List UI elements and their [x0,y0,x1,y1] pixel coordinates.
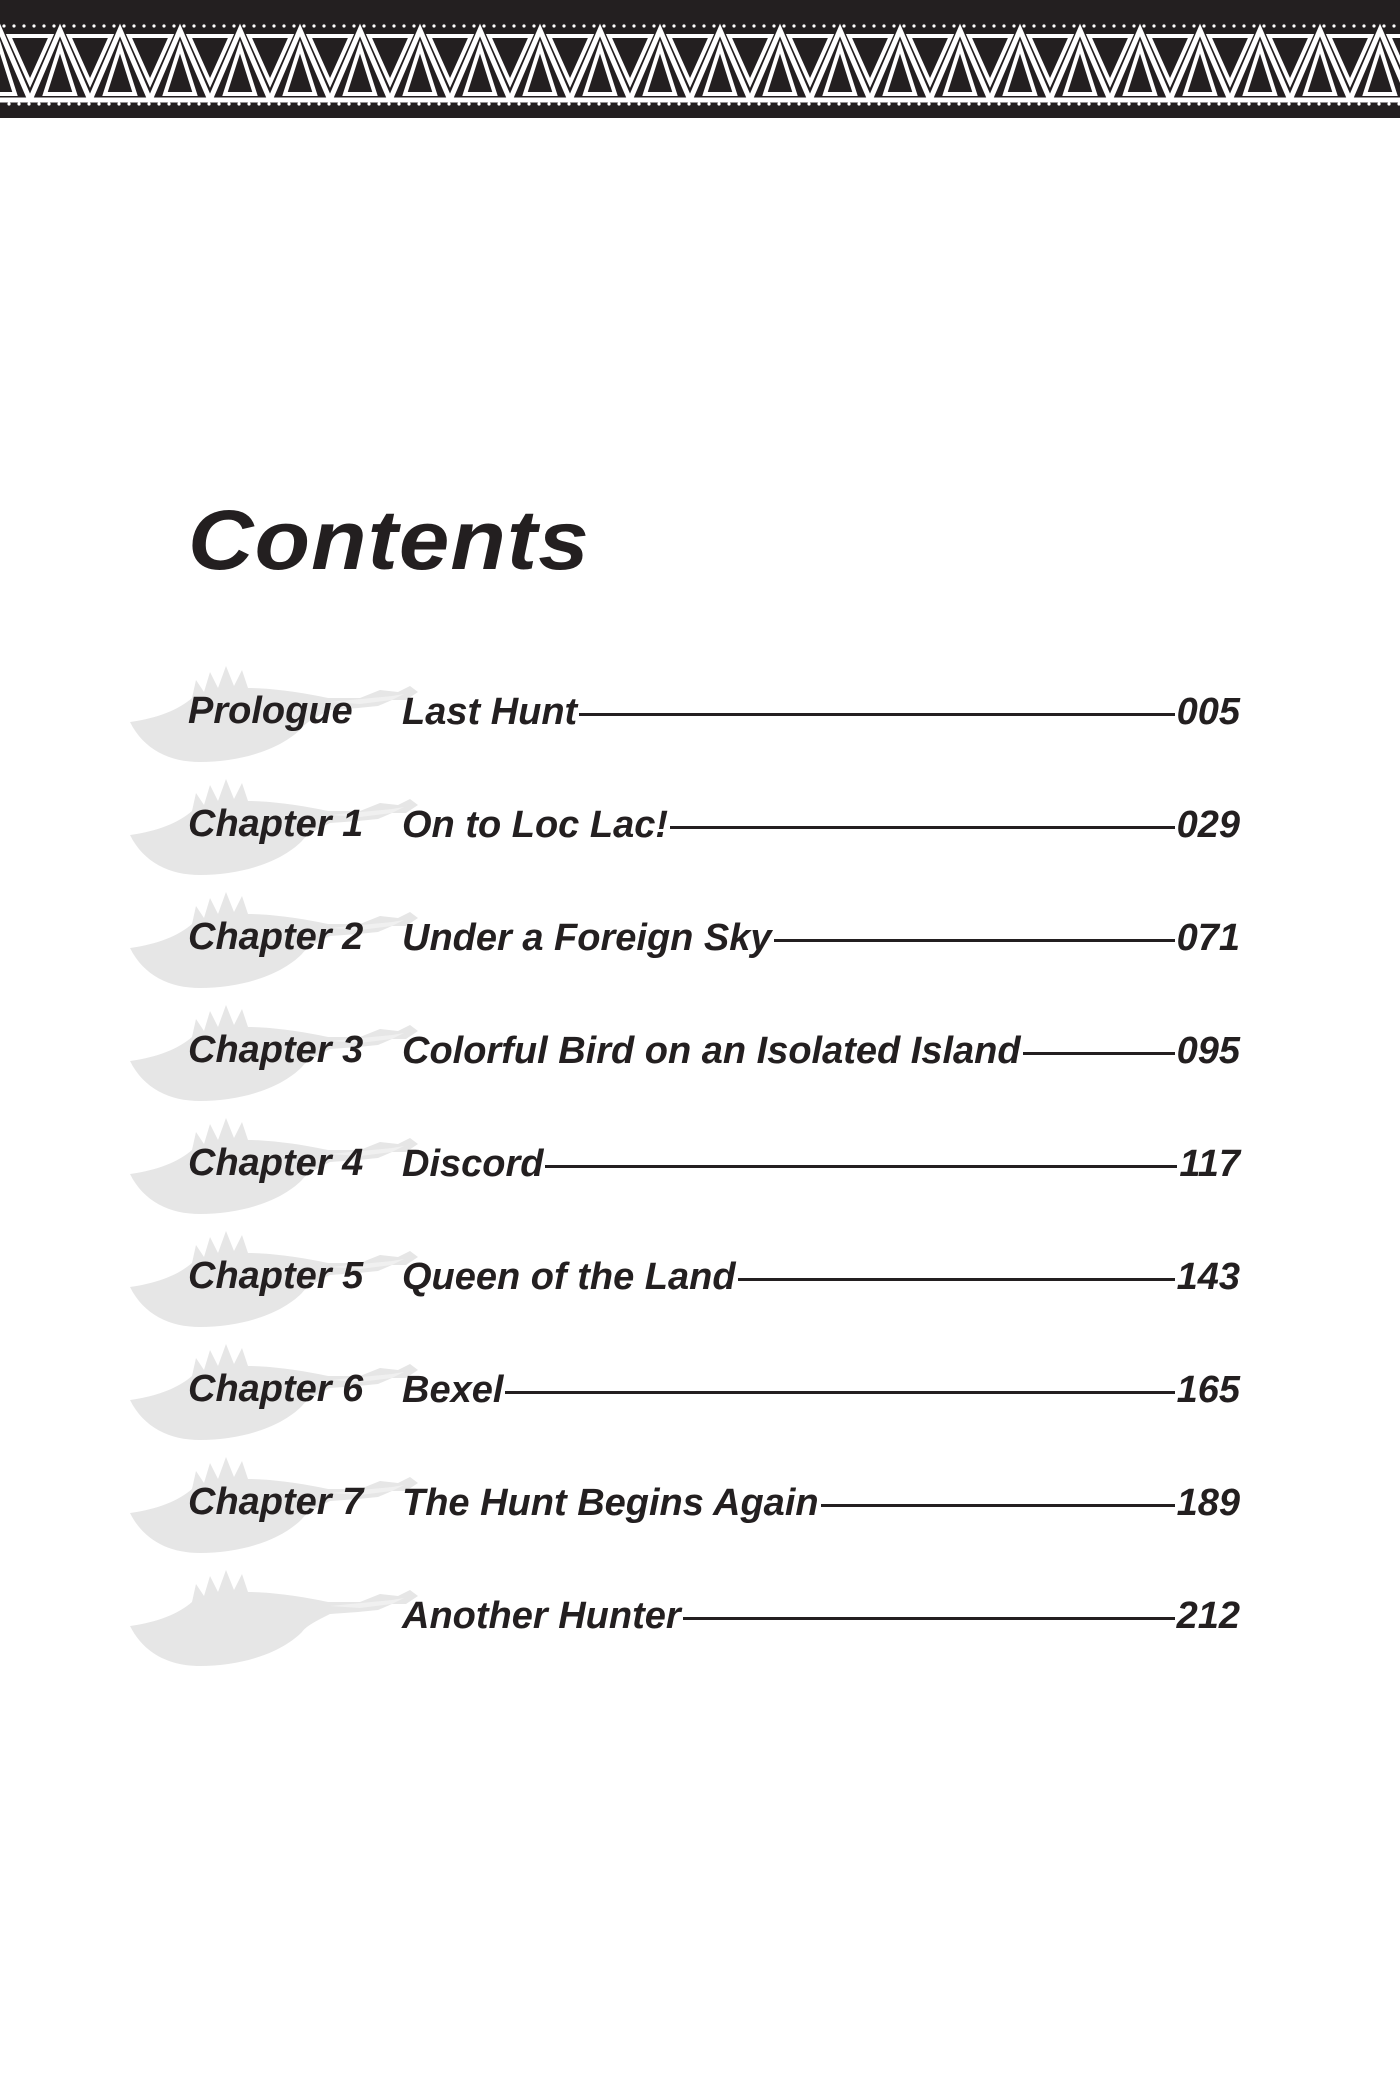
toc-page-number: 189 [1176,1482,1240,1524]
axe-watermark-icon [130,1562,420,1674]
toc-row[interactable] [130,1015,1250,1125]
toc-entry [402,692,1240,732]
toc-row[interactable] [130,676,1250,786]
toc-title: Queen of the Land [402,1256,736,1298]
toc-page-number: 005 [1176,691,1240,733]
toc-page-number: 165 [1176,1369,1240,1411]
dot-leader [774,939,1175,942]
toc-row[interactable] [130,1580,1250,1690]
dot-leader [545,1165,1177,1168]
toc-title: Another Hunter [402,1595,681,1637]
toc-title: On to Loc Lac! [402,804,668,846]
page-title: Contents [188,493,590,587]
toc-label: Prologue [188,690,353,732]
toc-entry [402,1257,1240,1297]
toc-title: Under a Foreign Sky [402,917,772,959]
toc-title: Colorful Bird on an Isolated Island [402,1030,1021,1072]
dot-leader [821,1504,1175,1507]
toc-row[interactable] [130,789,1250,899]
toc-page-number: 143 [1176,1256,1240,1298]
toc-entry [402,1370,1240,1410]
toc-page-number: 095 [1176,1030,1240,1072]
toc-label: Chapter 3 [188,1029,364,1071]
toc-entry [402,1144,1240,1184]
dot-leader [505,1391,1174,1394]
toc-page-number: 212 [1176,1595,1240,1637]
toc-entry [402,1596,1240,1636]
toc-row[interactable] [130,1354,1250,1464]
dot-leader [670,826,1175,829]
toc-title: Bexel [402,1369,504,1411]
toc-entry [402,805,1240,845]
toc-entry [402,1031,1240,1071]
toc-page-number: 071 [1176,917,1240,959]
dot-leader [1023,1052,1175,1055]
toc-entry [402,1483,1240,1523]
toc-row[interactable] [130,902,1250,1012]
toc-label: Chapter 7 [188,1481,364,1523]
toc-row[interactable] [130,1467,1250,1577]
dot-leader [579,713,1174,716]
toc-label: Chapter 4 [188,1142,364,1184]
toc-page-number: 117 [1179,1143,1240,1185]
toc-title: Discord [402,1143,544,1185]
toc-page-number: 029 [1176,804,1240,846]
toc-label: Chapter 1 [188,803,364,845]
toc-title: The Hunt Begins Again [402,1482,819,1524]
dot-leader [738,1278,1175,1281]
toc-entry [402,918,1240,958]
toc-label: Chapter 2 [188,916,364,958]
toc-label: Chapter 6 [188,1368,364,1410]
dot-leader [683,1617,1175,1620]
toc-row[interactable] [130,1128,1250,1238]
toc-title: Last Hunt [402,691,578,733]
toc-label: Chapter 5 [188,1255,364,1297]
toc-row[interactable] [130,1241,1250,1351]
